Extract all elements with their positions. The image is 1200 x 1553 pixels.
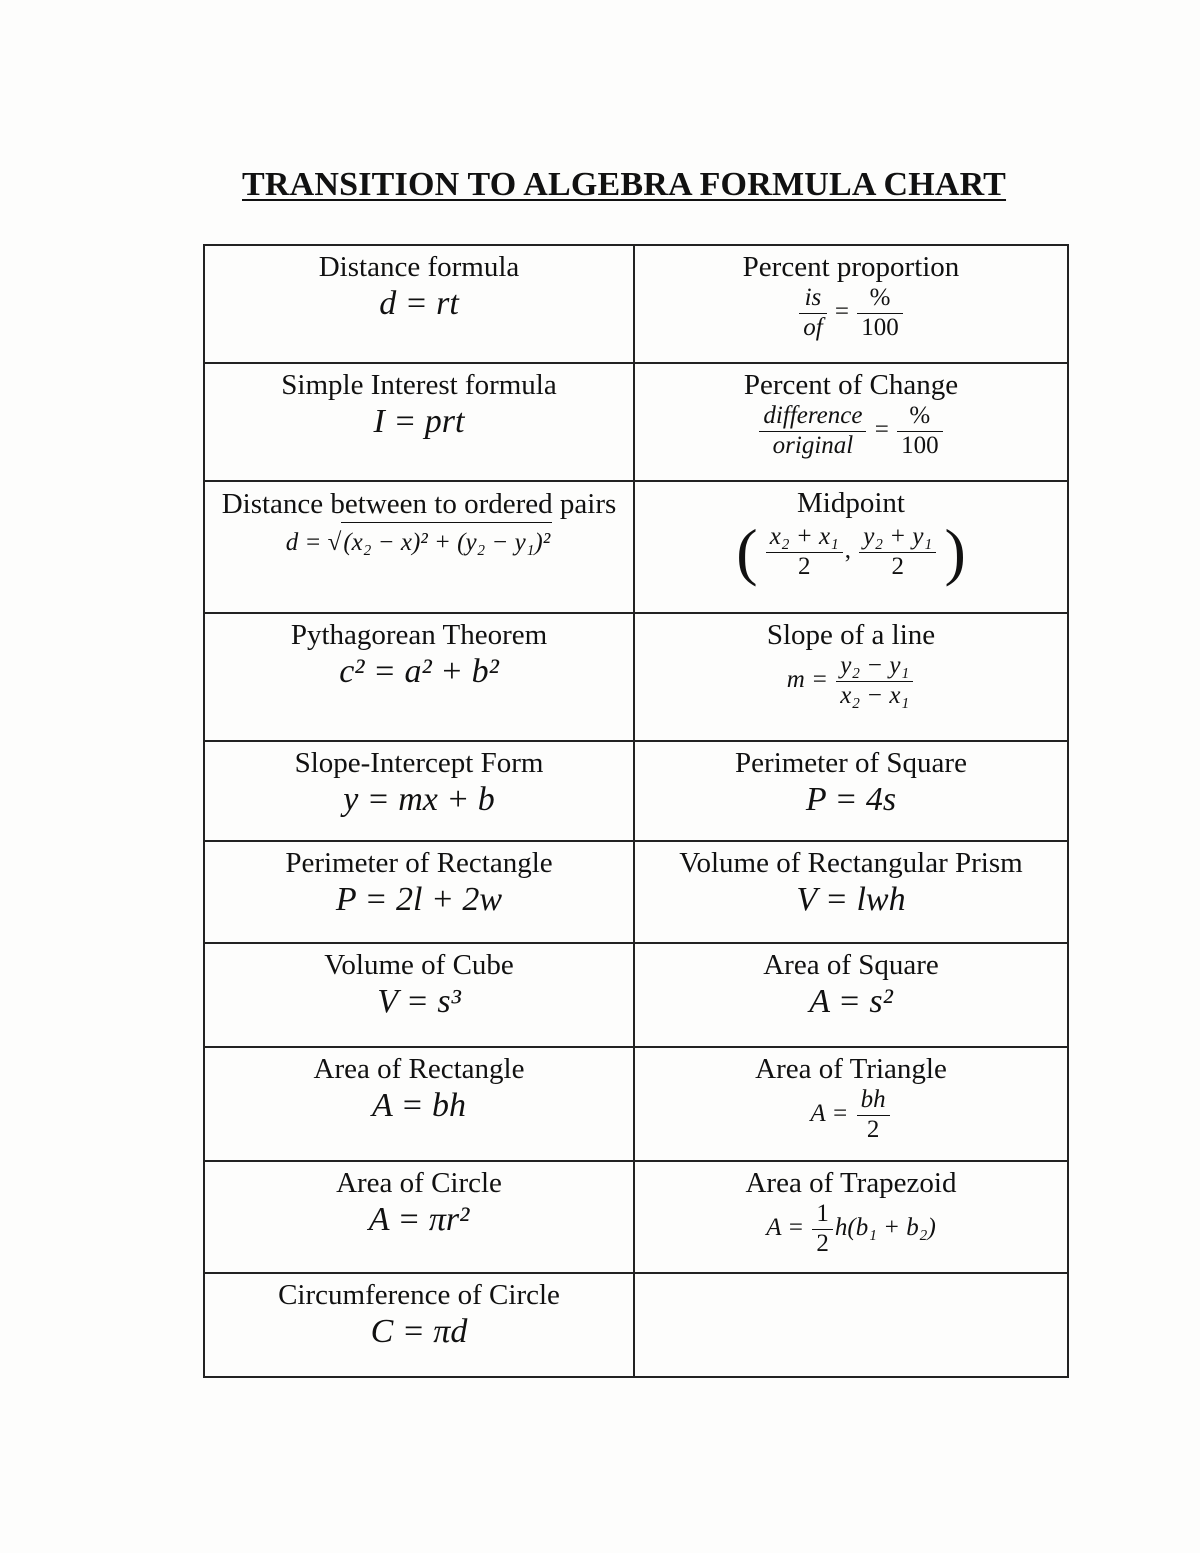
formula-label: Area of Square (763, 949, 939, 981)
fraction-denominator: 100 (861, 313, 899, 341)
formula-label: Circumference of Circle (278, 1279, 560, 1311)
fraction-numerator: % (897, 402, 943, 432)
formula-cell-pythagorean (204, 613, 634, 741)
formula-label: Area of Rectangle (313, 1053, 525, 1085)
formula-label: Percent proportion (742, 251, 960, 283)
equals-sign: = (834, 297, 850, 325)
formula-label: Perimeter of Square (735, 747, 967, 779)
formula-label: Area of Circle (336, 1167, 502, 1199)
formula-cell-simple-interest (204, 363, 634, 481)
formula-label: Area of Trapezoid (745, 1167, 957, 1199)
formula-cell-perimeter-rectangle (204, 841, 634, 943)
formula-expression (643, 516, 1059, 587)
formula-expression: C = πd (370, 1313, 468, 1350)
table-row (204, 481, 1068, 613)
formula-expression: I = prt (373, 403, 465, 440)
formula-label: Percent of Change (743, 369, 959, 401)
formula-cell-circumference (204, 1273, 634, 1377)
equals-sign: = (874, 415, 889, 443)
formula-cell-midpoint (634, 481, 1068, 613)
formula-expression: V = s³ (377, 983, 461, 1020)
fraction-numerator: difference (759, 402, 866, 432)
fraction-denominator: 2 (798, 552, 811, 580)
table-row (204, 741, 1068, 841)
fraction-numerator: y₂ − y₁ (836, 652, 913, 682)
table-row (204, 363, 1068, 481)
formula-label: Perimeter of Rectangle (285, 847, 553, 879)
fraction-denominator: of (803, 313, 823, 341)
formula-cell-percent-change (634, 363, 1068, 481)
sqrt-radicand: (x₂ − x)² + (y₂ − y₁)² (341, 522, 552, 563)
fraction-denominator: original (772, 431, 854, 459)
formula-label: Simple Interest formula (281, 369, 557, 401)
formula-cell-percent-proportion (634, 245, 1068, 363)
table-row (204, 841, 1068, 943)
right-paren-icon: ) (944, 516, 966, 587)
formula-expression: A = bh (371, 1087, 467, 1124)
fraction-numerator: x₂ + x₁ (766, 523, 843, 553)
formula-expression (643, 284, 1059, 343)
formula-cell-area-square (634, 943, 1068, 1047)
formula-cell-volume-cube (204, 943, 634, 1047)
table-row (204, 1161, 1068, 1273)
formula-expression (213, 522, 625, 563)
fraction-denominator: 2 (816, 1229, 829, 1257)
formula-label: Pythagorean Theorem (290, 619, 548, 651)
chart-title: TRANSITION TO ALGEBRA FORMULA CHART (242, 166, 1007, 203)
left-paren-icon: ( (736, 516, 758, 587)
empty-cell (634, 1273, 1068, 1377)
formula-expression: P = 4s (805, 781, 897, 818)
fraction-denominator: 2 (891, 552, 904, 580)
formula-cell-area-trapezoid (634, 1161, 1068, 1273)
fraction-denominator: 100 (901, 431, 939, 459)
formula-prefix: A = (810, 1099, 849, 1127)
table-row (204, 1047, 1068, 1161)
formula-cell-perimeter-square (634, 741, 1068, 841)
formula-expression: d = rt (379, 285, 459, 322)
table-row (204, 1273, 1068, 1377)
formula-cell-area-circle (204, 1161, 634, 1273)
formula-cell-distance-ordered-pairs (204, 481, 634, 613)
formula-suffix: h(b₁ + b₂) (834, 1213, 936, 1241)
fraction-numerator: is (799, 284, 826, 314)
formula-label: Midpoint (797, 487, 905, 519)
formula-cell-volume-prism (634, 841, 1068, 943)
formula-expression: A = πr² (368, 1201, 470, 1238)
table-row (204, 613, 1068, 741)
formula-expression (643, 652, 1059, 711)
formula-expression: y = mx + b (343, 781, 495, 818)
formula-table (203, 244, 1069, 1378)
fraction-numerator: 1 (812, 1200, 833, 1230)
formula-label: Area of Triangle (755, 1053, 947, 1085)
formula-label: Distance formula (318, 251, 520, 283)
formula-expression (643, 1200, 1059, 1259)
formula-cell-area-rectangle (204, 1047, 634, 1161)
formula-expression: V = lwh (796, 881, 906, 918)
formula-expression (643, 1086, 1059, 1145)
formula-expression (643, 402, 1059, 461)
formula-label: Volume of Rectangular Prism (679, 847, 1023, 879)
fraction-numerator: bh (857, 1086, 890, 1116)
formula-cell-slope (634, 613, 1068, 741)
fraction-denominator: x₂ − x₁ (840, 681, 910, 709)
formula-label: Slope of a line (766, 619, 936, 651)
formula-cell-slope-intercept (204, 741, 634, 841)
formula-cell-area-triangle (634, 1047, 1068, 1161)
fraction-denominator: 2 (866, 1115, 880, 1143)
table-row (204, 245, 1068, 363)
formula-label: Distance between to ordered pairs (221, 488, 617, 520)
formula-expression: c² = a² + b² (339, 653, 499, 690)
formula-expression: A = s² (809, 983, 893, 1020)
fraction-numerator: y₂ + y₁ (859, 523, 936, 553)
formula-prefix: m = (786, 665, 828, 693)
separator: , (844, 536, 851, 564)
formula-label: Slope-Intercept Form (294, 747, 544, 779)
fraction-numerator: % (857, 284, 903, 314)
sqrt-icon: √ (327, 529, 342, 556)
table-row (204, 943, 1068, 1047)
formula-cell-distance (204, 245, 634, 363)
formula-label: Volume of Cube (324, 949, 514, 981)
formula-prefix: d = (285, 529, 322, 556)
formula-prefix: A = (766, 1213, 805, 1241)
formula-expression: P = 2l + 2w (335, 881, 503, 918)
